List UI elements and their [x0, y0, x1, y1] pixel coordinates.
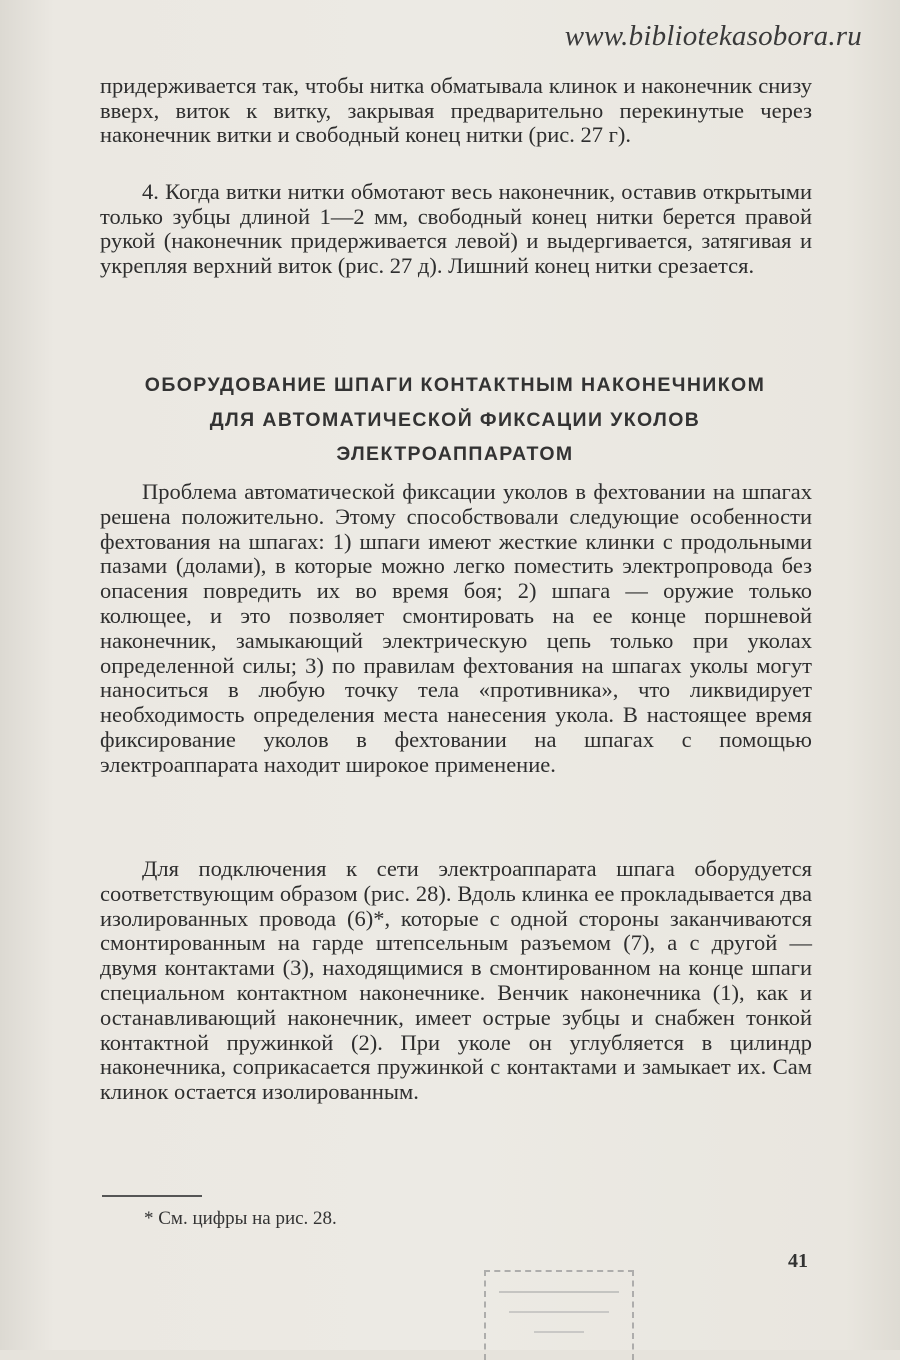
section-heading — [90, 368, 820, 472]
heading-line-1: ОБОРУДОВАНИЕ ШПАГИ КОНТАКТНЫМ НАКОНЕЧНИКОМ — [144, 374, 766, 396]
website-watermark: www.bibliotekasobora.ru — [564, 20, 862, 52]
body-paragraph-2: Для подключения к сети электроаппарата шпага оборудуется соответствующим образом (рис. 28). Вдоль клинка ее прокладывается два изолированных провода (6)*, которые с одной стороны заканчиваются смонтированным на гарде штепсельным разъемом (7), а с другой — двумя контактами (3), находящимися в смонтированном на конце шпаги специальном контактном наконечнике. Венчик наконечника (1), как и останавливающий наконечник, имеет острые зубцы и снабжен тонкой контактной пружинкой (2). При уколе он углубляется в цилиндр наконечника, соприкасается пружинкой с контактами и замыкает их. Сам клинок остается изолированным. — [100, 856, 812, 1105]
library-stamp-image — [484, 1270, 634, 1360]
list-item-4-paragraph: 4. Когда витки нитки обмотают весь наконечник, оставив открытыми только зубцы длиной 1—2 мм, свободный конец нитки берется правой рукой (наконечник придерживается левой) и выдергивается, затягивая и укрепляя верхний виток (рис. 27 д). Лишний конец нитки срезается. — [100, 179, 812, 278]
footnote: * См. цифры на рис. 28. — [144, 1208, 337, 1229]
page-number: 41 — [788, 1250, 808, 1272]
body-paragraph-1: Проблема автоматической фиксации уколов в фехтовании на шпагах решена положительно. Этому способствовали следующие особенности фехтования на шпагах: 1) шпаги имеют жесткие клинки с продольными пазами (долами), в которые можно легко поместить электропровода без опасения повредить их во время боя; 2) шпага — оружие только колющее, и это позволяет смонтировать на ее конце поршневой наконечник, замыкающий электрическую цепь только при уколах определенной силы; 3) по правилам фехтования на шпагах уколы могут наноситься в любую точку тела «противника», что ликвидирует необходимость определения места нанесения укола. В настоящее время фиксирование уколов в фехтовании на шпагах с помощью электроаппарата находит широкое применение. — [100, 479, 812, 777]
stamp-scribble-icon — [489, 1278, 629, 1348]
intro-paragraph: придерживается так, чтобы нитка обматывала клинок и наконечник снизу вверх, виток к витку, закрывая предварительно перекинутые через наконечник витки и свободный конец нитки (рис. 27 г). — [100, 73, 812, 148]
heading-line-2: ДЛЯ АВТОМАТИЧЕСКОЙ ФИКСАЦИИ УКОЛОВ — [209, 408, 701, 431]
heading-line-3: ЭЛЕКТРОАППАРАТОМ — [336, 443, 574, 465]
footnote-divider — [102, 1195, 202, 1197]
